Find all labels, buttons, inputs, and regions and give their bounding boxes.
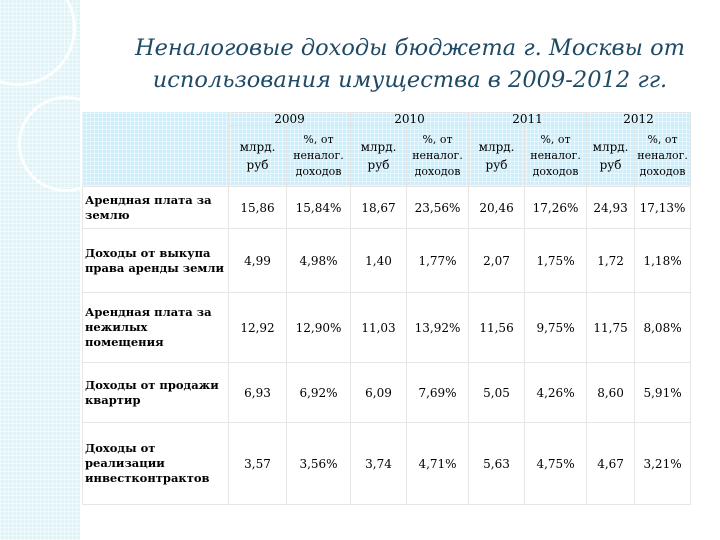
year-header: 2010: [351, 113, 469, 126]
table-cell: 9,75%: [525, 293, 587, 363]
subheader-line: доходов: [639, 165, 686, 178]
subheader-line: руб: [246, 158, 269, 172]
table-row: [83, 229, 691, 293]
table-cell: 13,92%: [407, 293, 469, 363]
subheader-line: доходов: [414, 165, 461, 178]
subheader-line: млрд.: [592, 140, 629, 154]
table-row: [83, 363, 691, 423]
table-corner: [83, 113, 229, 187]
table-cell: 17,13%: [635, 187, 691, 229]
subheader-line: руб: [599, 158, 622, 172]
column-header-pct: [635, 126, 691, 187]
table-cell: 8,08%: [635, 293, 691, 363]
row-label: Арендная плата за землю: [83, 187, 229, 229]
column-header-mlrd: [469, 126, 525, 187]
column-header-pct: [525, 126, 587, 187]
table-cell: 7,69%: [407, 363, 469, 423]
table-cell: 6,92%: [287, 363, 351, 423]
table-row: [83, 187, 691, 229]
table-cell: 11,75: [587, 293, 635, 363]
table-cell: 4,98%: [287, 229, 351, 293]
title-line-1: Неналоговые доходы бюджета г. Москвы от: [135, 35, 685, 61]
subheader-line: руб: [367, 158, 390, 172]
column-header-mlrd: [587, 126, 635, 187]
row-label: Доходы от реализации инвестконтрактов: [83, 423, 229, 505]
column-header-mlrd: [229, 126, 287, 187]
table-cell: 1,72: [587, 229, 635, 293]
revenue-table: [82, 112, 691, 505]
table-cell: 5,05: [469, 363, 525, 423]
subheader-line: доходов: [532, 165, 579, 178]
table-cell: 11,03: [351, 293, 407, 363]
subheader-line: неналог.: [293, 149, 344, 162]
table-cell: 1,40: [351, 229, 407, 293]
column-header-mlrd: [351, 126, 407, 187]
subheader-line: млрд.: [360, 140, 397, 154]
table-cell: 3,21%: [635, 423, 691, 505]
table-cell: 2,07: [469, 229, 525, 293]
year-header-row: [83, 113, 691, 126]
table-cell: 3,57: [229, 423, 287, 505]
title-line-2: использования имущества в 2009-2012 гг.: [152, 67, 668, 93]
table-cell: 11,56: [469, 293, 525, 363]
subheader-line: неналог.: [412, 149, 463, 162]
column-header-pct: [407, 126, 469, 187]
row-label: Доходы от выкупа права аренды земли: [83, 229, 229, 293]
table-cell: 4,99: [229, 229, 287, 293]
column-header-pct: [287, 126, 351, 187]
year-header: 2011: [469, 113, 587, 126]
table-cell: 3,56%: [287, 423, 351, 505]
subheader-line: доходов: [295, 165, 342, 178]
subheader-line: неналог.: [637, 149, 688, 162]
table-cell: 1,18%: [635, 229, 691, 293]
table-cell: 23,56%: [407, 187, 469, 229]
table-row: [83, 423, 691, 505]
table-cell: 17,26%: [525, 187, 587, 229]
table-cell: 5,91%: [635, 363, 691, 423]
subheader-line: %, от: [422, 133, 453, 146]
revenue-table-container: [82, 112, 690, 540]
table-cell: 4,26%: [525, 363, 587, 423]
table-cell: 1,77%: [407, 229, 469, 293]
table-cell: 1,75%: [525, 229, 587, 293]
table-cell: 4,71%: [407, 423, 469, 505]
year-header: 2009: [229, 113, 351, 126]
subheader-line: %, от: [303, 133, 334, 146]
table-row: [83, 293, 691, 363]
page-title: [100, 32, 720, 96]
row-label: Арендная плата за нежилых помещения: [83, 293, 229, 363]
table-cell: 6,09: [351, 363, 407, 423]
row-label: Доходы от продажи квартир: [83, 363, 229, 423]
table-cell: 8,60: [587, 363, 635, 423]
table-cell: 3,74: [351, 423, 407, 505]
table-cell: 4,75%: [525, 423, 587, 505]
table-cell: 18,67: [351, 187, 407, 229]
subheader-line: млрд.: [239, 140, 276, 154]
table-cell: 6,93: [229, 363, 287, 423]
table-cell: 15,86: [229, 187, 287, 229]
table-cell: 24,93: [587, 187, 635, 229]
subheader-line: %, от: [647, 133, 678, 146]
subheader-line: млрд.: [478, 140, 515, 154]
subheader-line: %, от: [540, 133, 571, 146]
table-cell: 5,63: [469, 423, 525, 505]
table-cell: 12,90%: [287, 293, 351, 363]
table-cell: 15,84%: [287, 187, 351, 229]
subheader-line: руб: [485, 158, 508, 172]
table-cell: 12,92: [229, 293, 287, 363]
table-cell: 4,67: [587, 423, 635, 505]
table-cell: 20,46: [469, 187, 525, 229]
subheader-line: неналог.: [530, 149, 581, 162]
year-header: 2012: [587, 113, 691, 126]
